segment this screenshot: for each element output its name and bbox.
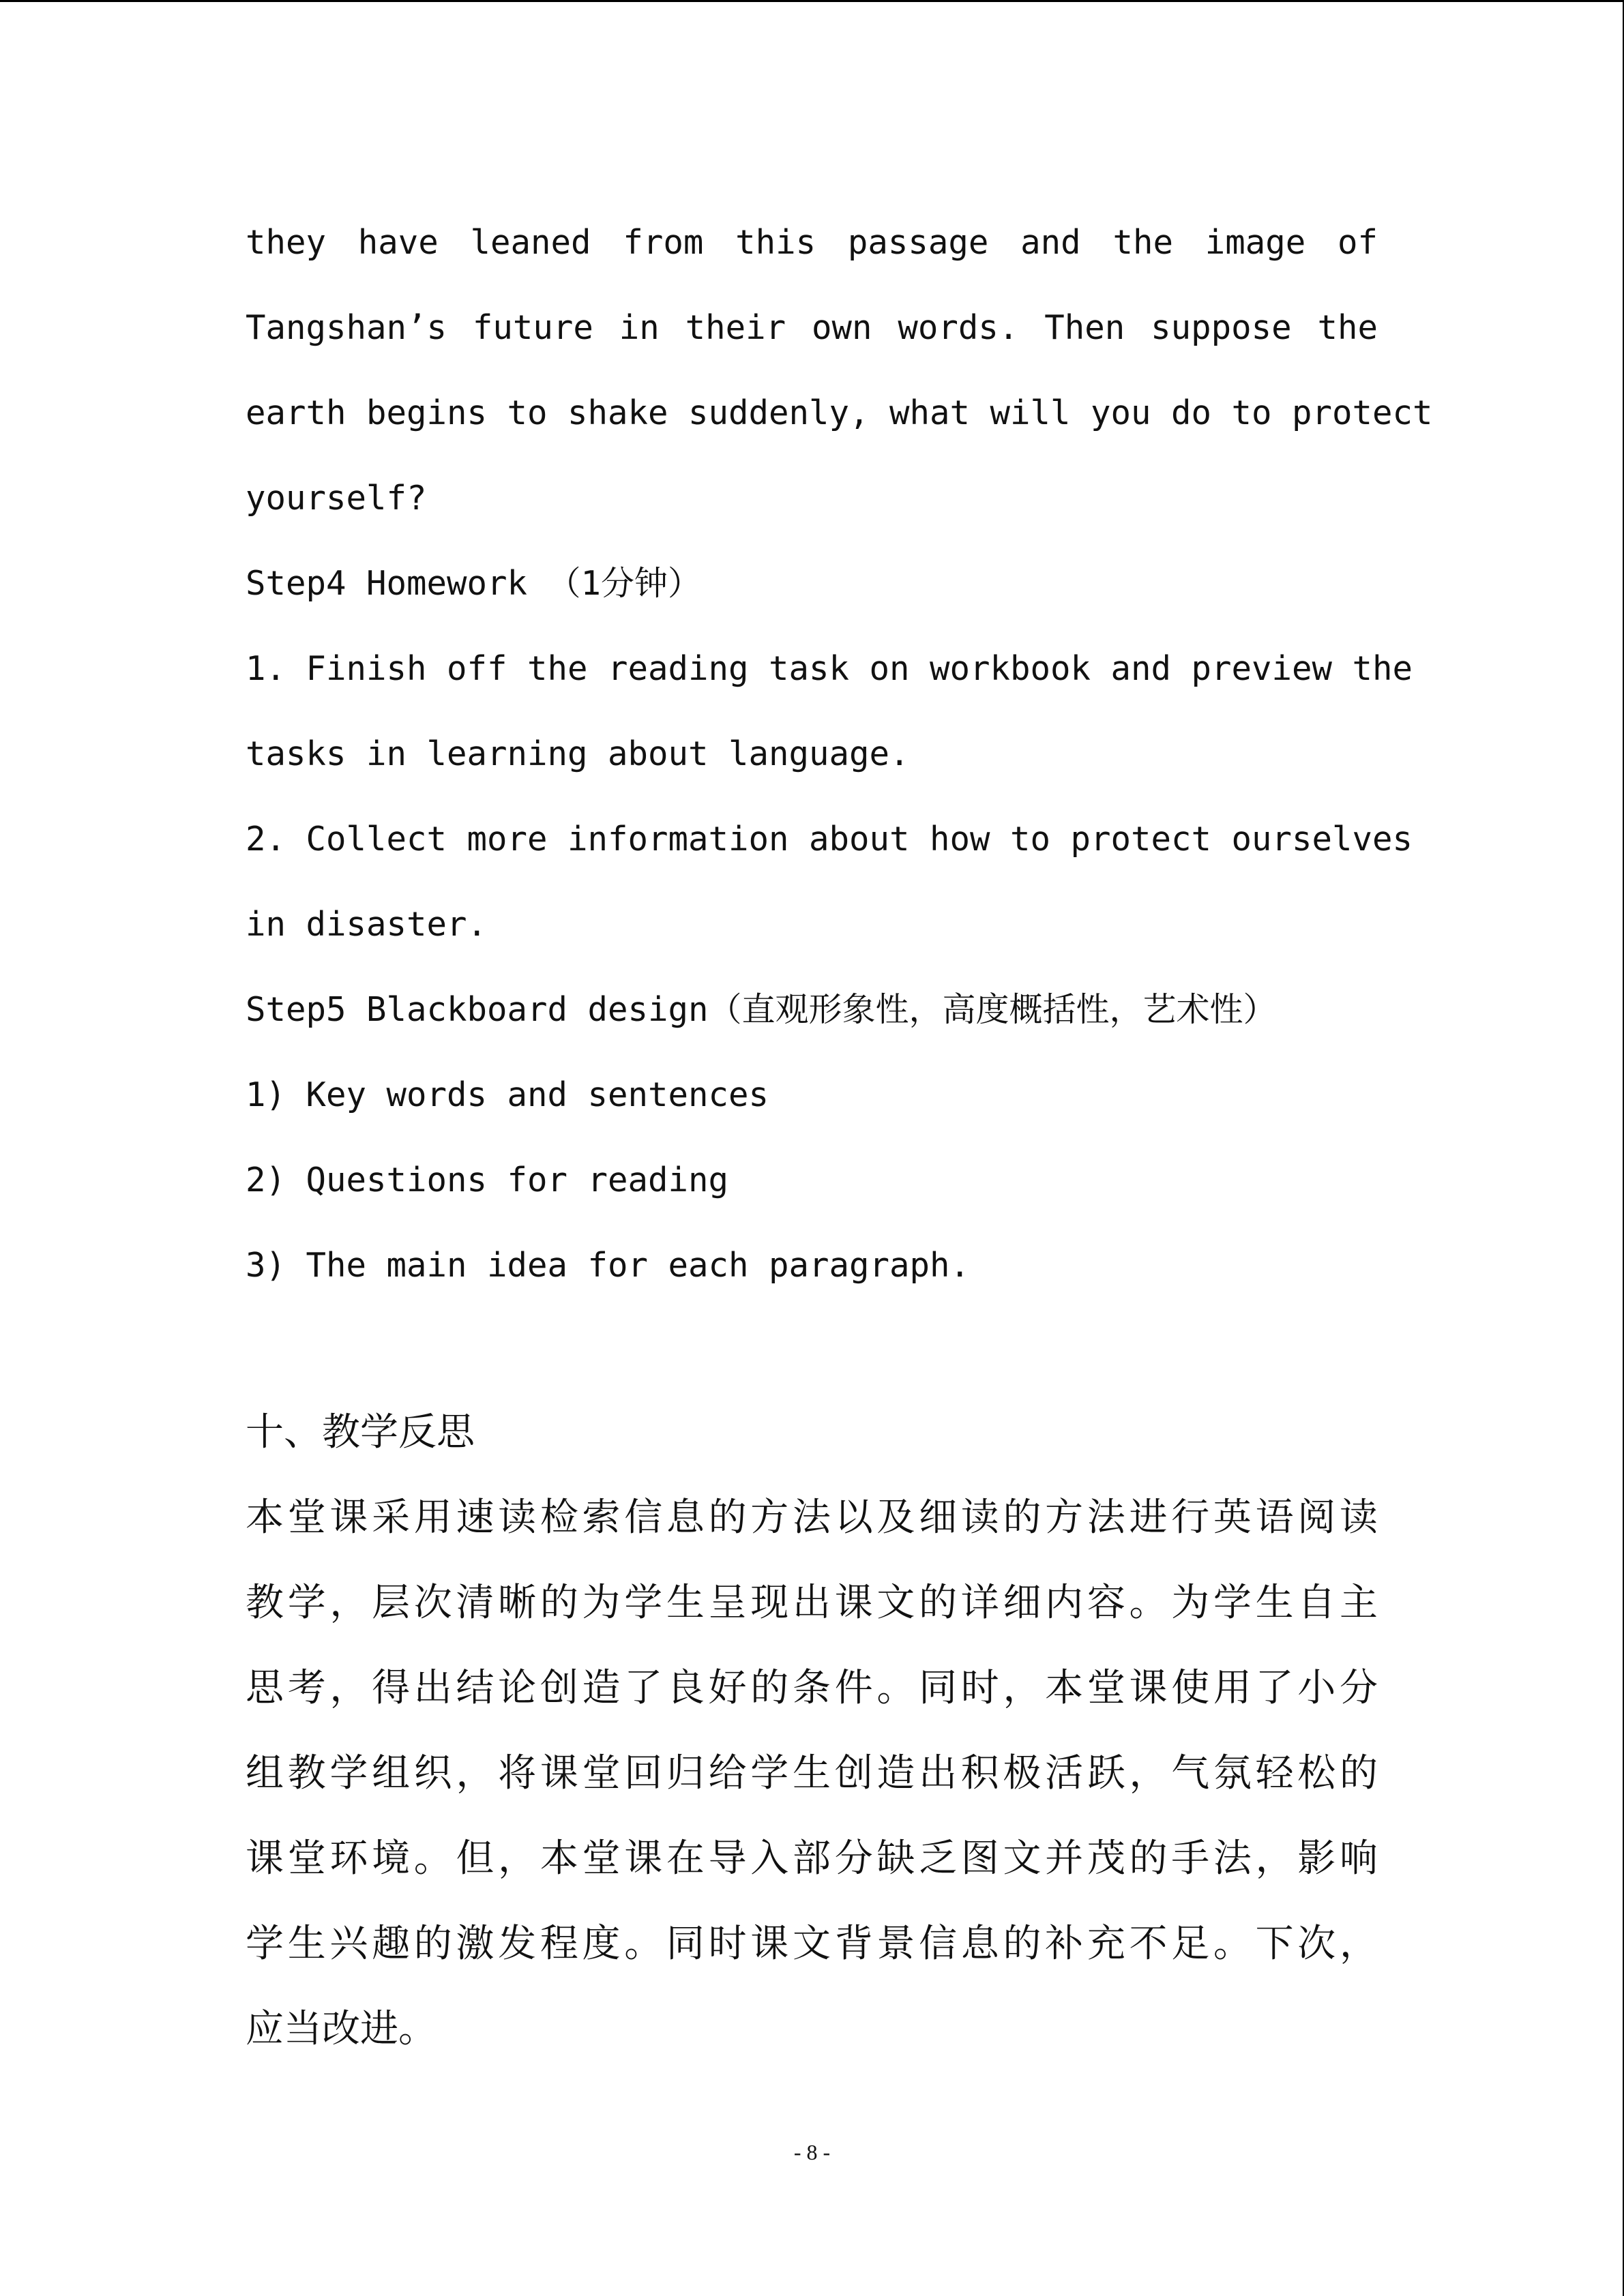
homework-item-2: 2. Collect more information about how to protect ourselves: [246, 820, 1413, 859]
homework-item-1-continued: tasks in learning about language.: [246, 734, 910, 773]
homework-item-2-continued: in disaster.: [246, 905, 488, 944]
homework-item-1: 1. Finish off the reading task on workbook and preview the: [246, 649, 1413, 688]
blackboard-item-3: 3) The main idea for each paragraph.: [246, 1246, 971, 1285]
section-heading-reflection: 十、教学反思: [246, 1410, 475, 1455]
body-text-line: yourself?: [246, 479, 427, 518]
body-text-line: they have leaned from this passage and the image of: [246, 223, 1378, 262]
reflection-text-line: 学生兴趣的激发程度。同时课文背景信息的补充不足。下次，: [246, 1922, 1378, 1966]
reflection-text-line: 组教学组织，将课堂回归给学生创造出积极活跃，气氛轻松的: [246, 1751, 1378, 1795]
reflection-text-line: 思考，得出结论创造了良好的条件。同时，本堂课使用了小分: [246, 1666, 1378, 1710]
reflection-text-line: 教学，层次清晰的为学生呈现出课文的详细内容。为学生自主: [246, 1581, 1378, 1625]
body-text-line: earth begins to shake suddenly, what will you do to protect: [246, 393, 1433, 432]
section-heading-step5: Step5 Blackboard design（直观形象性，高度概括性，艺术性）: [246, 990, 1277, 1029]
reflection-text-line: 本堂课采用速读检索信息的方法以及细读的方法进行英语阅读: [246, 1495, 1378, 1540]
blackboard-item-2: 2) Questions for reading: [246, 1161, 729, 1199]
body-text-line: Tangshan’s future in their own words. Then suppose the: [246, 308, 1378, 347]
page-number: - 8 -: [793, 2140, 831, 2164]
reflection-text-line: 课堂环境。但，本堂课在导入部分缺乏图文并茂的手法，影响: [246, 1836, 1378, 1881]
reflection-text-line: 应当改进。: [246, 2007, 437, 2051]
blackboard-item-1: 1) Key words and sentences: [246, 1075, 769, 1114]
section-heading-step4: Step4 Homework （1分钟）: [246, 564, 702, 603]
